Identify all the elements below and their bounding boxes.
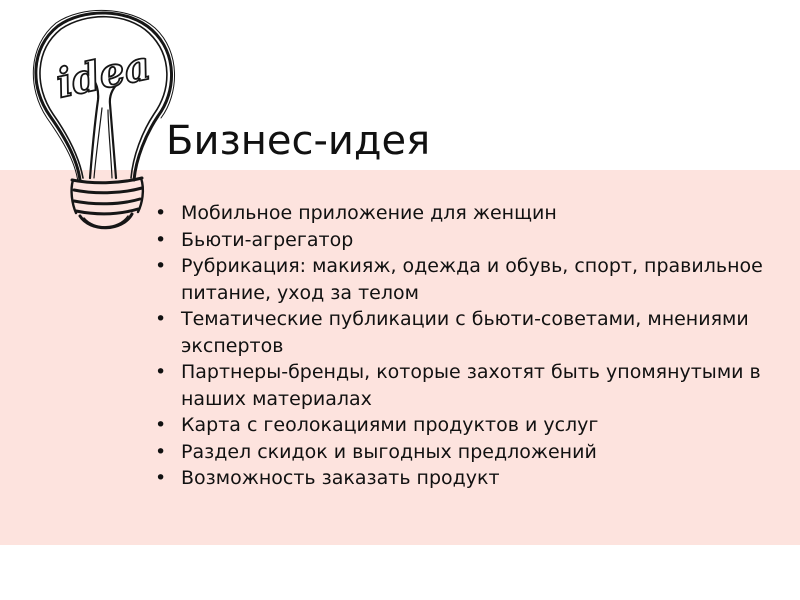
list-item (153, 306, 773, 359)
bullet-text: Бьюти-агрегатор (181, 228, 354, 251)
list-item (153, 253, 773, 306)
bullet-text: Карта с геолокациями продуктов и услуг (181, 414, 599, 436)
bullet-dot: • (155, 202, 167, 224)
list-item (153, 227, 773, 254)
slide-title: Бизнес-идея (166, 118, 431, 164)
list-item (153, 439, 773, 466)
list-item (153, 465, 773, 492)
bullet-dot: • (155, 308, 167, 330)
bullet-text: Возможность заказать продукт (181, 467, 500, 489)
bullet-dot: • (155, 228, 167, 251)
list-item (153, 412, 773, 439)
bullet-list (153, 200, 773, 492)
bullet-text: Партнеры-бренды, которые захотят быть упомянутыми в наших материалах (181, 361, 761, 410)
bullet-dot: • (155, 255, 167, 277)
bullet-text: Раздел скидок и выгодных предложений (181, 440, 597, 463)
bullet-text: Тематические публикации с бьюти-советами, мнениями экспертов (181, 308, 749, 357)
bullet-text: Рубрикация: макияж, одежда и обувь, спорт, правильное питание, уход за телом (181, 255, 763, 304)
bullet-dot: • (155, 414, 167, 436)
list-item (153, 359, 773, 412)
bulb-word-text: idea (52, 41, 155, 108)
bullet-text: Мобильное приложение для женщин (181, 202, 557, 224)
list-item (153, 200, 773, 227)
bullet-dot: • (155, 440, 167, 463)
bullet-dot: • (155, 361, 167, 383)
bullet-dot: • (155, 467, 167, 489)
